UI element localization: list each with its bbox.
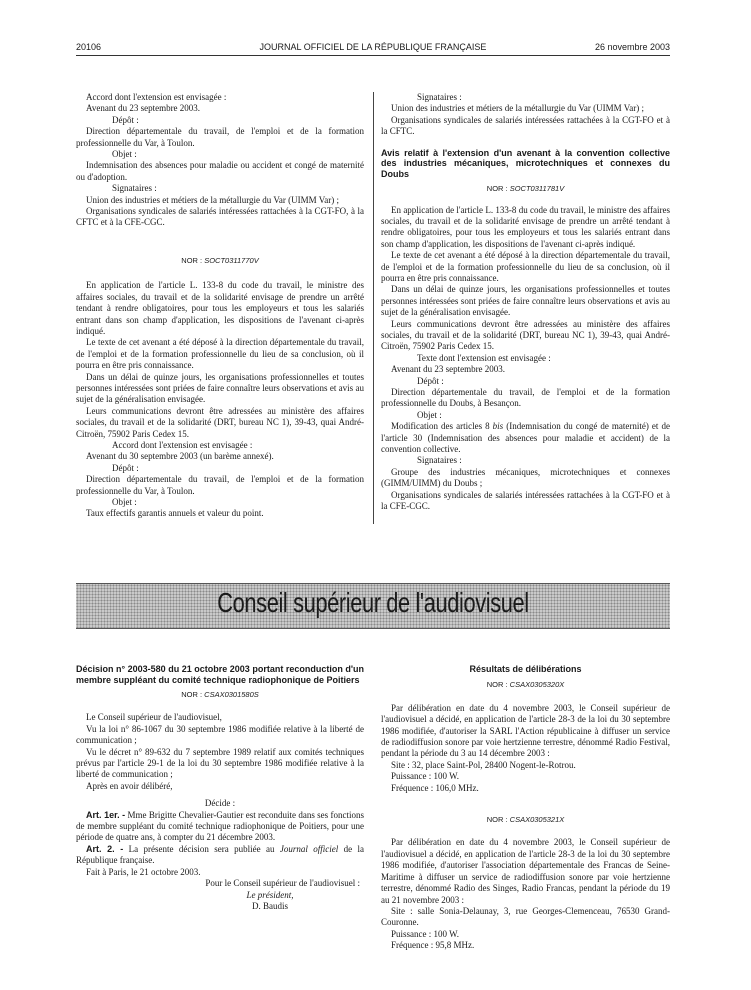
paragraph: Dans un délai de quinze jours, les organisations professionnelles et toutes personnes intéressées sont priées de faire connaître leurs observations et avis au sujet de la généralisation envisagée. bbox=[381, 284, 670, 318]
paragraph: Leurs communications devront être adressées au ministère des affaires sociales, du travail et de la solidarité (DRT, bureau NC 1), 39-43, quai André-Citroën, 75902 Paris Cedex 15. bbox=[76, 405, 364, 439]
decision-title: Décision n° 2003-580 du 21 octobre 2003 portant reconduction d'un membre suppléant du comité technique radiophonique de Poitiers bbox=[76, 664, 364, 685]
right-top-column bbox=[381, 92, 670, 513]
paragraph: Organisations syndicales de salariés intéressées rattachées à la CGT-FO, à la CFTC et à la CFE-CGC. bbox=[76, 206, 364, 228]
article-2: Art. 2. - La présente décision sera publiée au Journal officiel de la République française. bbox=[76, 843, 364, 866]
section-label: Dépôt : bbox=[112, 462, 139, 473]
paragraph: Vu la loi n° 86-1067 du 30 septembre 1986 modifiée relative à la liberté de communication ; bbox=[76, 723, 364, 746]
paragraph: Leurs communications devront être adressées au ministère des affaires sociales, du travail et de la solidarité (DRT, bureau NC 1), 39-43, quai André-Citroën, 75902 Paris Cedex 15. bbox=[381, 318, 670, 352]
nor-reference: NOR : CSAX0305321X bbox=[486, 815, 565, 825]
section-label: Signataires : bbox=[112, 183, 157, 194]
paragraph: Union des industries et métiers de la métallurgie du Var (UIMM Var) ; bbox=[86, 194, 339, 205]
paragraph: Groupe des industries mécaniques, microtechniques et connexes (GIMM/UIMM) du Doubs ; bbox=[381, 466, 670, 489]
nor-reference: NOR : SOCT0311770V bbox=[181, 255, 259, 265]
paragraph: Organisations syndicales de salariés intéressées rattachées à la CGT-FO et à la CFTC. bbox=[381, 114, 670, 137]
nor-reference: NOR : SOCT0311781V bbox=[486, 184, 565, 194]
section-label: Objet : bbox=[112, 149, 137, 160]
column-divider bbox=[373, 92, 374, 524]
paragraph: Direction départementale du travail, de l'emploi et de la formation professionnelle du Var, à Toulon. bbox=[76, 474, 364, 496]
paragraph: Union des industries et métiers de la métallurgie du Var (UIMM Var) ; bbox=[391, 103, 644, 114]
paragraph: Taux effectifs garantis annuels et valeur du point. bbox=[86, 508, 264, 519]
paragraph: Puissance : 100 W. bbox=[391, 928, 460, 939]
paragraph: En application de l'article L. 133-8 du code du travail, le ministre des affaires sociales, du travail et de la solidarité envisage de prendre un arrêté tendant à rendre obligatoires, pour tous les employeurs et tous les salariés entrant dans son champ d'application, les dispositions de l'avenant ci-après indiqué. bbox=[76, 280, 364, 336]
paragraph: Organisations syndicales de salariés intéressées rattachées à la CGT-FO et à la CFE-CGC. bbox=[381, 489, 670, 512]
section-banner bbox=[76, 583, 670, 629]
section-label: Accord dont l'extension est envisagée : bbox=[112, 439, 253, 450]
paragraph: Avenant du 23 septembre 2003. bbox=[86, 103, 201, 114]
section-label: Objet : bbox=[417, 409, 442, 420]
section-label: Texte dont l'extension est envisagée : bbox=[417, 352, 551, 363]
right-bottom-column bbox=[381, 664, 670, 952]
notice-title: Avis relatif à l'extension d'un avenant à la convention collective des industries mécaniques, microtechniques et connexes du Doubs bbox=[381, 147, 670, 179]
section-label: Dépôt : bbox=[417, 375, 444, 386]
paragraph: Par délibération en date du 4 novembre 2003, le Conseil supérieur de l'audiovisuel a décidé, en application de l'article 28-3 de la loi du 30 septembre 1986 modifiée, d'autoriser la SARL l'Action républicaine à diffuser un service de radiodiffusion sonore par voie hertzienne terrestre, dénommé Radio Festival, pendant la période du 3 au 14 décembre 2003 : bbox=[381, 702, 670, 759]
article-1: Art. 1er. - Mme Brigitte Chevalier-Gautier est reconduite dans ses fonctions de membre suppléant du comité technique radiophonique de Poitiers, pour une période de quatre ans, à compter du 21 décembre 2003. bbox=[76, 809, 365, 843]
issue-date: 26 novembre 2003 bbox=[594, 42, 670, 52]
paragraph: Par délibération en date du 4 novembre 2003, le Conseil supérieur de l'audiovisuel a décidé, en application de l'article 28-3 de la loi du 30 septembre 1986 modifiée, d'autoriser l'association départementale des Francas de Seine-Maritime à diffuser un service de radiodiffusion sonore par voie hertzienne terrestre, dénommé Radio des Singes, Radio Francas, pendant la période du 19 au 21 novembre 2003 : bbox=[381, 837, 670, 905]
paragraph: En application de l'article L. 133-8 du code du travail, le ministre des affaires sociales, du travail et de la solidarité envisage de prendre un arrêté tendant à rendre obligatoires, pour tous les employeurs et tous les salariés entrant dans son champ d'application, les dispositions de l'avenant ci-après indiqué. bbox=[381, 204, 670, 249]
paragraph: Le Conseil supérieur de l'audiovisuel, bbox=[86, 712, 222, 723]
signature-title: Le président, bbox=[246, 889, 294, 900]
signature-line: Pour le Conseil supérieur de l'audiovisuel : bbox=[205, 878, 360, 889]
page-number: 20106 bbox=[76, 42, 102, 52]
signature-name: D. Baudis bbox=[252, 900, 288, 911]
paragraph: Le texte de cet avenant a été déposé à la direction départementale du travail, de l'emploi et de la formation professionnelle du lieu de sa conclusion, où il pourra en être pris connaissance. bbox=[76, 337, 364, 371]
paragraph: Après en avoir délibéré, bbox=[86, 780, 173, 791]
paragraph: Fréquence : 95,8 MHz. bbox=[391, 940, 475, 951]
paragraph: Modification des articles 8 bis (Indemnisation du congé de maternité) et de l'article 30 (Indemnisation des absences pour maladie et accident) de la convention collective. bbox=[381, 421, 670, 455]
paragraph: Site : 32, place Saint-Pol, 28400 Nogent-le-Rotrou. bbox=[391, 759, 576, 770]
section-label: Dépôt : bbox=[112, 114, 139, 125]
section-label: Signataires : bbox=[417, 455, 462, 466]
paragraph: Puissance : 100 W. bbox=[391, 771, 460, 782]
paragraph: Le texte de cet avenant a été déposé à la direction départementale du travail, de l'emploi et de la formation professionnelle du lieu de sa conclusion, où il pourra en être pris connaissance. bbox=[381, 250, 670, 283]
paragraph: Site : salle Sonia-Delaunay, 3, rue Georges-Clemenceau, 76530 Grand-Couronne. bbox=[381, 905, 670, 928]
nor-reference: NOR : CSAX0301580S bbox=[181, 690, 259, 699]
page-header bbox=[76, 42, 670, 56]
left-top-column bbox=[76, 92, 364, 520]
banner-title: Conseil supérieur de l'audiovisuel bbox=[217, 587, 529, 618]
section-label: Objet : bbox=[112, 497, 137, 507]
paragraph: Accord dont l'extension est envisagée : bbox=[86, 92, 227, 102]
section-label: Signataires : bbox=[417, 92, 462, 102]
paragraph: Direction départementale du travail, de l'emploi et de la formation professionnelle du Doubs, à Besançon. bbox=[381, 387, 670, 409]
paragraph: Avenant du 23 septembre 2003. bbox=[391, 364, 506, 375]
paragraph: Fréquence : 106,0 MHz. bbox=[391, 782, 479, 793]
paragraph: Vu le décret n° 89-632 du 7 septembre 1989 relatif aux comités techniques prévus par l'article 29-1 de la loi du 30 septembre 1986 modifiée relative à la liberté de communication ; bbox=[76, 746, 364, 780]
paragraph: Dans un délai de quinze jours, les organisations professionnelles et toutes personnes intéressées sont priées de faire connaître leurs observations et avis au sujet de la généralisation envisagée. bbox=[76, 371, 364, 405]
paragraph: Indemnisation des absences pour maladie ou accident et congé de maternité ou d'adoption. bbox=[76, 160, 364, 182]
paragraph: Direction départementale du travail, de l'emploi et de la formation professionnelle du Var, à Toulon. bbox=[76, 126, 364, 148]
left-bottom-column bbox=[76, 664, 364, 912]
paragraph: Fait à Paris, le 21 octobre 2003. bbox=[86, 866, 201, 877]
results-title: Résultats de délibérations bbox=[469, 664, 582, 674]
header-rule bbox=[76, 55, 670, 56]
paragraph: Avenant du 30 septembre 2003 (un barème annexé). bbox=[86, 451, 274, 462]
journal-title: JOURNAL OFFICIEL DE LA RÉPUBLIQUE FRANÇAISE bbox=[259, 42, 487, 52]
section-label: Décide : bbox=[204, 798, 236, 809]
nor-reference: NOR : CSAX0305320X bbox=[486, 680, 565, 690]
